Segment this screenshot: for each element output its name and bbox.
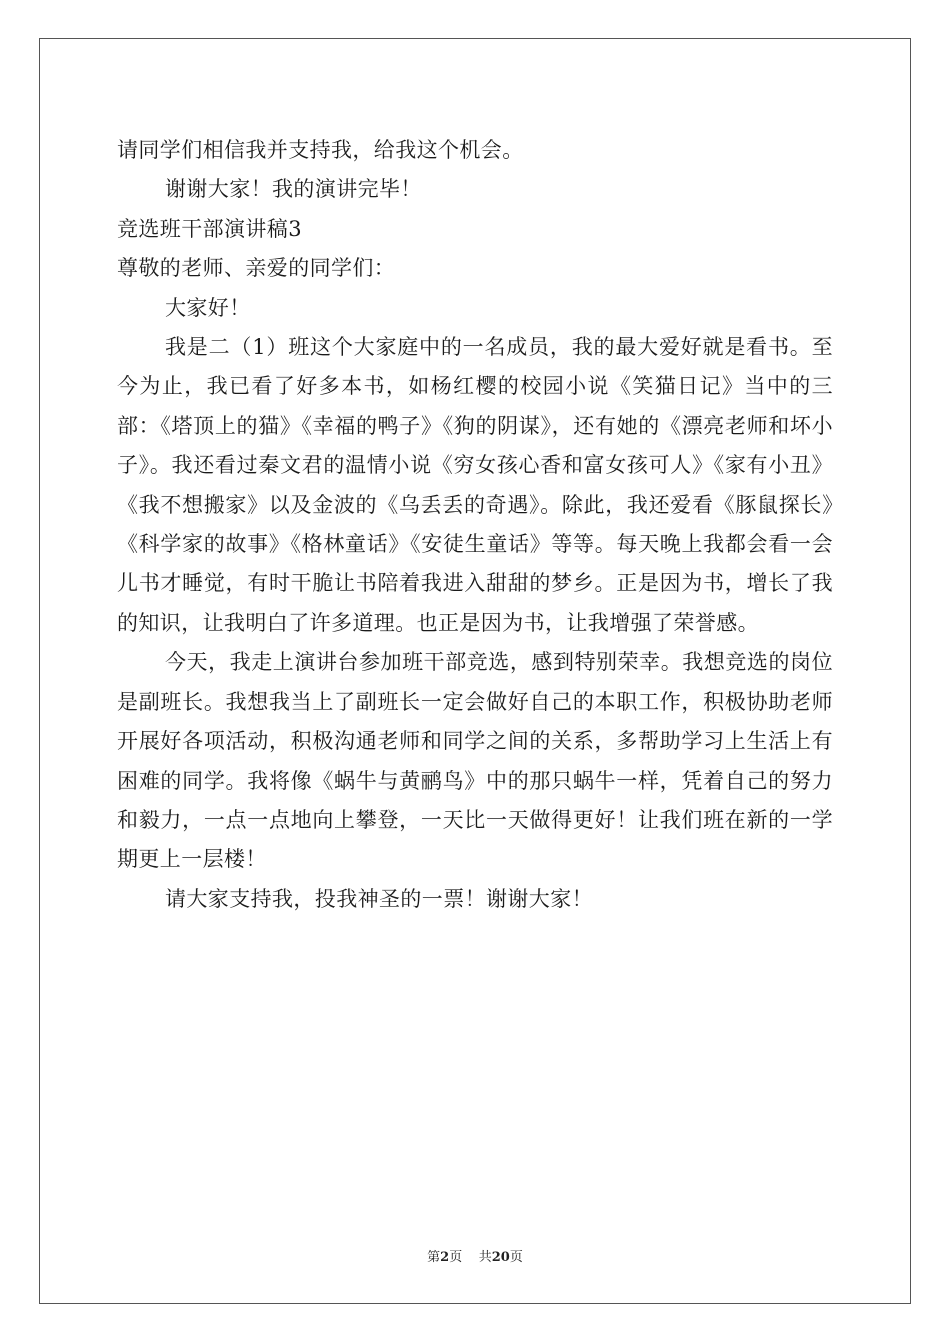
page-suffix: 页 xyxy=(449,1250,463,1265)
total-prefix: 共 xyxy=(478,1250,492,1265)
page-prefix: 第 xyxy=(427,1250,441,1265)
total-suffix: 页 xyxy=(509,1250,523,1265)
document-body xyxy=(117,131,833,919)
paragraph: 我是二（1）班这个大家庭中的一名成员，我的最大爱好就是看书。至今为止，我已看了好多本书，如杨红樱的校园小说《笑猫日记》当中的三部：《塔顶上的猫》《幸福的鸭子》《狗的阴谋》，还有她的《漂亮老师和坏小子》。我还看过秦文君的温情小说《穷女孩心香和富女孩可人》《家有小丑》《我不想搬家》以及金波的《乌丢丢的奇遇》。除此，我还爱看《豚鼠探长》《科学家的故事》《格林童话》《安徒生童话》等等。每天晚上我都会看一会儿书才睡觉，有时干脆让书陪着我进入甜甜的梦乡。正是因为书，增长了我的知识，让我明白了许多道理。也正是因为书，让我增强了荣誉感。 xyxy=(117,335,833,635)
greeting: 大家好！ xyxy=(165,295,251,320)
paragraph: 请大家支持我，投我神圣的一票！谢谢大家！ xyxy=(165,886,593,911)
section-title: 竞选班干部演讲稿3 xyxy=(117,216,302,241)
total-pages: 20 xyxy=(491,1250,510,1265)
page-footer xyxy=(0,1246,950,1265)
text-line: 谢谢大家！我的演讲完毕！ xyxy=(165,177,422,202)
text-line: 请同学们相信我并支持我，给我这个机会。 xyxy=(117,138,524,162)
paragraph: 今天，我走上演讲台参加班干部竞选，感到特别荣幸。我想竞选的岗位是副班长。我想我当上了副班长一定会做好自己的本职工作，积极协助老师开展好各项活动，积极沟通老师和同学之间的关系，多帮助学习上生活上有困难的同学。我将像《蜗牛与黄鹂鸟》中的那只蜗牛一样，凭着自己的努力和毅力，一点一点地向上攀登，一天比一天做得更好！让我们班在新的一学期更上一层楼！ xyxy=(117,650,833,872)
salutation: 尊敬的老师、亲爱的同学们： xyxy=(117,256,396,281)
page-number: 2 xyxy=(440,1250,450,1265)
